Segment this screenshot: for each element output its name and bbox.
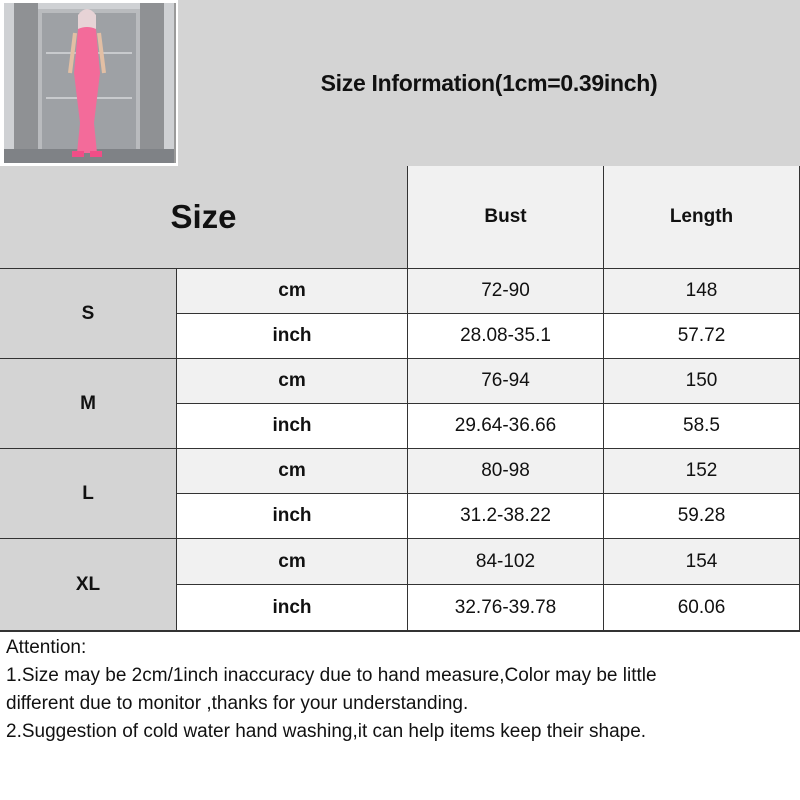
attention-heading: Attention: [6, 637, 87, 658]
bust-value: 80-98 [481, 460, 530, 481]
size-label: XL [75, 573, 101, 595]
attention-line-2: different due to monitor ,thanks for your understanding. [6, 693, 469, 714]
size-label-cell [0, 449, 177, 539]
header-size: Size [170, 198, 237, 235]
length-value: 60.06 [677, 596, 726, 618]
product-photo [4, 3, 176, 163]
model-image [4, 3, 174, 163]
size-label-cell [0, 269, 177, 359]
header-size-cell [0, 166, 408, 269]
bust-cell [408, 269, 604, 314]
length-value: 58.5 [683, 415, 720, 436]
length-cell [604, 449, 800, 494]
length-value: 59.28 [677, 505, 726, 526]
unit-cell [177, 449, 408, 494]
unit-cell [177, 314, 408, 359]
bust-cell [408, 449, 604, 494]
unit-label: inch [272, 325, 312, 346]
bust-value: 72-90 [481, 280, 530, 301]
header-length: Length [669, 206, 734, 227]
length-cell [604, 314, 800, 359]
unit-label: cm [278, 550, 306, 572]
header-bust: Bust [484, 206, 527, 227]
attention-line-3: 2.Suggestion of cold water hand washing,it can help items keep their shape. [6, 721, 647, 742]
unit-cell [177, 585, 408, 631]
length-value: 148 [685, 280, 718, 301]
unit-cell [177, 359, 408, 404]
bust-cell [408, 359, 604, 404]
header-length-cell [604, 166, 800, 269]
header [0, 0, 800, 168]
bust-value: 28.08-35.1 [460, 325, 551, 346]
bust-value: 32.76-39.78 [454, 596, 557, 618]
size-label: M [80, 392, 96, 414]
bust-cell [408, 404, 604, 449]
length-cell [604, 539, 800, 585]
length-cell [604, 359, 800, 404]
size-label-cell [0, 539, 177, 631]
attention-line-1: 1.Size may be 2cm/1inch inaccuracy due to hand measure,Color may be little [6, 665, 657, 686]
bust-value: 31.2-38.22 [460, 505, 551, 526]
bust-value: 29.64-36.66 [454, 415, 557, 436]
unit-cell [177, 539, 408, 585]
bust-cell [408, 539, 604, 585]
bust-cell [408, 494, 604, 539]
length-value: 57.72 [677, 325, 726, 346]
attention-notes [0, 631, 800, 800]
length-value: 154 [685, 550, 718, 572]
length-cell [604, 404, 800, 449]
unit-label: inch [272, 505, 312, 526]
size-table [0, 166, 800, 631]
unit-label: cm [278, 460, 306, 481]
unit-label: cm [278, 280, 306, 301]
header-bust-cell [408, 166, 604, 269]
bust-value: 84-102 [475, 550, 536, 572]
bust-value: 76-94 [481, 370, 530, 391]
length-value: 152 [685, 460, 718, 481]
size-label-cell [0, 359, 177, 449]
bust-cell [408, 314, 604, 359]
length-cell [604, 494, 800, 539]
size-label: L [82, 482, 94, 504]
unit-cell [177, 404, 408, 449]
unit-cell [177, 494, 408, 539]
length-cell [604, 585, 800, 631]
length-value: 150 [685, 370, 718, 391]
size-info-title: Size Information(1cm=0.39inch) [320, 69, 658, 96]
title-cell [178, 0, 800, 166]
unit-label: cm [278, 370, 306, 391]
unit-label: inch [272, 596, 312, 618]
unit-label: inch [272, 415, 312, 436]
unit-cell [177, 269, 408, 314]
size-label: S [81, 302, 95, 324]
length-cell [604, 269, 800, 314]
bust-cell [408, 585, 604, 631]
